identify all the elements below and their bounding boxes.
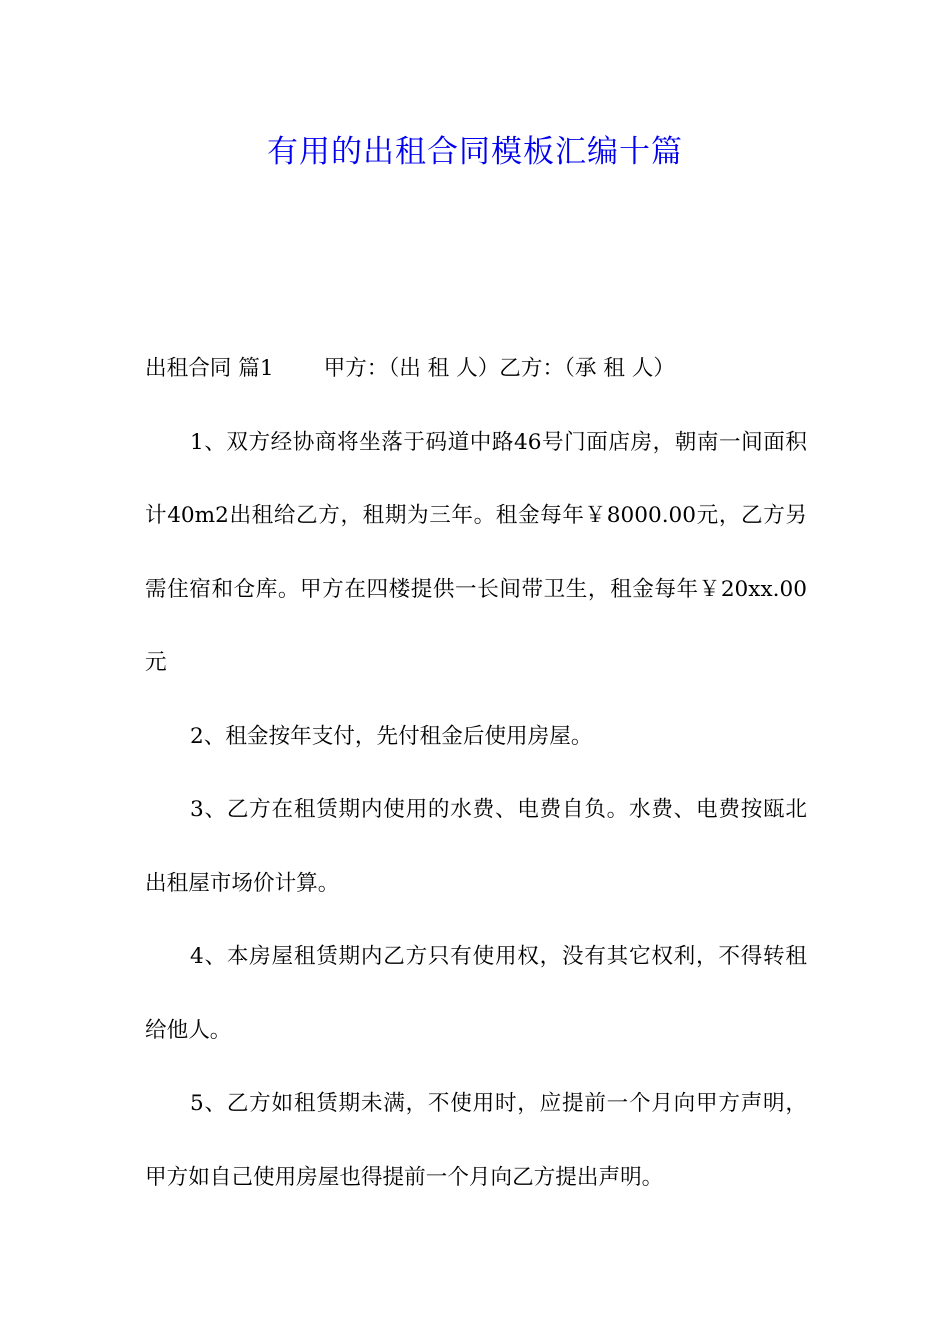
clause-3: 3、乙方在租赁期内使用的水费、电费自负。水费、电费按瓯北出租屋市场价计算。 <box>145 797 807 896</box>
contract-header-line: 出租合同 篇1 甲方：（出 租 人）乙方：（承 租 人） <box>145 356 675 381</box>
clause-1: 1、双方经协商将坐落于码道中路46号门面店房，朝南一间面积计40m2出租给乙方，租期为三年。租金每年￥8000.00元，乙方另需住宿和仓库。甲方在四楼提供一长间带卫生，租金每年￥20xx.00元 <box>145 429 807 675</box>
clause-4: 4、本房屋租赁期内乙方只有使用权，没有其它权利，不得转租给他人。 <box>145 944 807 1043</box>
document-title: 有用的出租合同模板汇编十篇 <box>267 134 683 170</box>
document-body <box>145 332 807 1214</box>
clause-5: 5、乙方如租赁期未满，不使用时，应提前一个月向甲方声明，甲方如自己使用房屋也得提前一个月向乙方提出声明。 <box>145 1091 807 1190</box>
clause-2: 2、租金按年支付，先付租金后使用房屋。 <box>190 723 593 749</box>
